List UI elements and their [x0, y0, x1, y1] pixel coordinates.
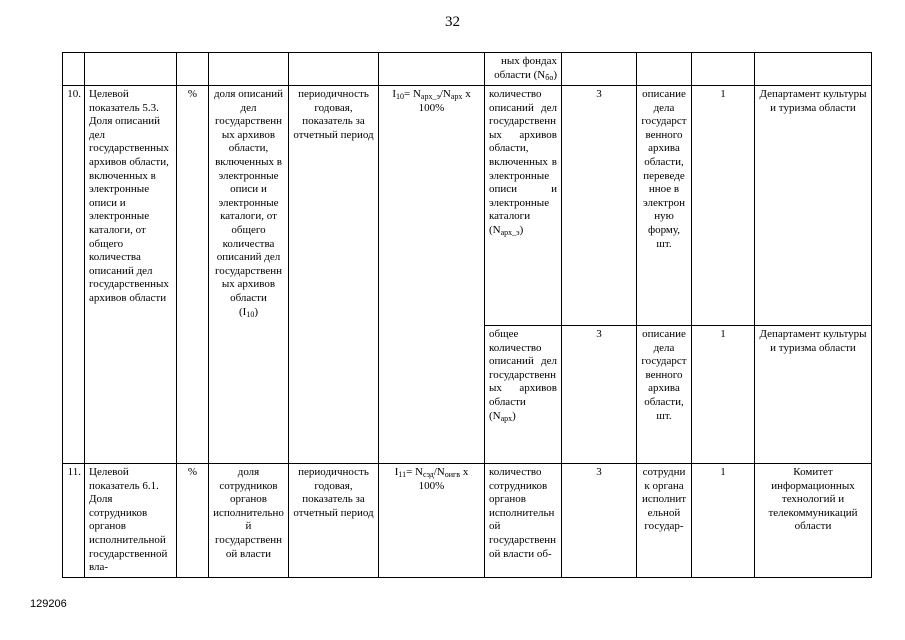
period-cell: периодичность годовая, показатель за отчетный период: [289, 464, 379, 578]
document-id: 129206: [30, 598, 67, 610]
responsible-type-cell: 1: [692, 464, 755, 578]
unit-cell: %: [177, 86, 209, 464]
definition-cell: доля сотрудников органов исполнительной государственной власти: [209, 464, 289, 578]
observation-unit-cell: сотрудник органа исполнительной государ-: [637, 464, 692, 578]
basis-cell: количество описаний дел государственных архивов области, включенных в электронные описи и электронные каталоги $(N_{арх\_э})$: [485, 86, 562, 326]
table-row-11: [63, 464, 872, 578]
responsible-type-cell: 1: [692, 86, 755, 326]
basis-cell: количество сотрудников органов исполнительной государственной власти об-: [485, 464, 562, 578]
table-row-continuation: [63, 53, 872, 86]
indicator-table: [62, 52, 872, 578]
row-number: 11.: [63, 464, 85, 578]
unit-cell: %: [177, 464, 209, 578]
period-cell: периодичность годовая, показатель за отчетный период: [289, 86, 379, 464]
responsible-type-cell: 1: [692, 326, 755, 464]
method-cell: 3: [562, 86, 637, 326]
page-number: 32: [445, 14, 460, 30]
method-cell: 3: [562, 464, 637, 578]
responsible-cell: Комитет информационных технологий и телекоммуникаций области: [755, 464, 872, 578]
formula-cell: $I_{11}= N_{сэд}/N_{оигв}$ x 100%: [379, 464, 485, 578]
indicator-name: Целевой показатель 5.3. Доля описаний дел государственных архивов области, включенных в электронные описи и электронные каталоги, от общего количества описаний дел государственных архивов области: [85, 86, 177, 464]
observation-unit-cell: описание дела государственного архива области, переведенное в электронную форму, шт.: [637, 86, 692, 326]
responsible-cell: Департамент культуры и туризма области: [755, 86, 872, 326]
basis-cell: общее количество описаний дел государственных архивов области $(N_{арх})$: [485, 326, 562, 464]
responsible-cell: Департамент культуры и туризма области: [755, 326, 872, 464]
basis-cell: ных фондах области $(N_{бо})$: [485, 53, 562, 86]
row-number: 10.: [63, 86, 85, 464]
definition-cell: доля описаний дел государственных архивов области, включенных в электронные описи и электронные каталоги, от общего количества описаний дел государственных архивов области $(I_{10})$: [209, 86, 289, 464]
table-row-10: [63, 86, 872, 326]
formula-cell: $I_{10}= N_{арх\_э}/N_{арх}$ x 100%: [379, 86, 485, 464]
observation-unit-cell: описание дела государственного архива области, шт.: [637, 326, 692, 464]
method-cell: 3: [562, 326, 637, 464]
indicator-name: Целевой показатель 6.1. Доля сотрудников органов исполнительной государственной вла-: [85, 464, 177, 578]
basis-text: ных фондах: [500, 55, 557, 67]
